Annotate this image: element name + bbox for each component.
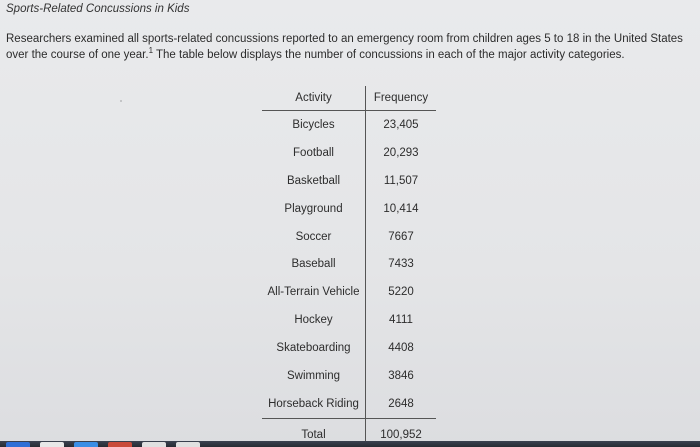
table-row bbox=[262, 362, 436, 390]
frequency-cell: 3846 bbox=[366, 362, 437, 390]
app-icon-2[interactable] bbox=[40, 442, 64, 447]
frequency-cell: 7433 bbox=[366, 250, 437, 278]
app-icon-6[interactable] bbox=[176, 442, 200, 447]
frequency-cell: 4111 bbox=[366, 306, 437, 334]
table-row bbox=[262, 167, 436, 195]
frequency-cell: 23,405 bbox=[366, 111, 437, 139]
activity-cell: Hockey bbox=[294, 314, 333, 327]
app-icon-4[interactable] bbox=[108, 442, 132, 447]
frequency-cell: 11,507 bbox=[366, 167, 437, 195]
frequency-cell: 7667 bbox=[366, 223, 437, 251]
app-icon-5[interactable] bbox=[142, 442, 166, 447]
table-row bbox=[262, 334, 436, 362]
table-row bbox=[262, 139, 436, 167]
activity-cell: Horseback Riding bbox=[268, 397, 359, 410]
activity-cell: Soccer bbox=[295, 230, 332, 243]
frequency-cell: 20,293 bbox=[366, 139, 437, 167]
table-row bbox=[262, 223, 436, 251]
intro-paragraph bbox=[6, 31, 696, 63]
table-row bbox=[262, 195, 436, 223]
page-title: Sports-Related Concussions in Kids bbox=[6, 3, 190, 15]
concussion-frequency-table bbox=[262, 86, 436, 441]
table-header-row bbox=[262, 86, 436, 111]
frequency-cell: 10,414 bbox=[366, 195, 437, 223]
app-icon-1[interactable] bbox=[6, 442, 30, 447]
intro-text: Researchers examined all sports-related concussions reported to an emergency room from children ages 5 to 18 in the United States over the course of one year. bbox=[6, 33, 683, 61]
activity-cell: Football bbox=[293, 146, 334, 159]
activity-cell: Bicycles bbox=[292, 118, 335, 131]
table-row bbox=[262, 306, 436, 334]
activity-cell: All-Terrain Vehicle bbox=[267, 286, 360, 299]
activity-cell: Playground bbox=[284, 202, 343, 215]
activity-cell: Baseball bbox=[291, 258, 336, 271]
activity-cell: Skateboarding bbox=[276, 342, 351, 355]
header-activity: Activity bbox=[262, 86, 366, 111]
header-frequency: Frequency bbox=[366, 86, 437, 111]
activity-cell: Swimming bbox=[286, 369, 341, 382]
total-label: Total bbox=[262, 418, 366, 441]
table-row bbox=[262, 250, 436, 278]
total-row bbox=[262, 418, 436, 441]
frequency-cell: 4408 bbox=[366, 334, 437, 362]
table-row bbox=[262, 111, 436, 139]
stray-dot bbox=[120, 100, 122, 102]
activity-cell: Basketball bbox=[286, 174, 341, 187]
frequency-cell: 5220 bbox=[366, 278, 437, 306]
table-row bbox=[262, 278, 436, 306]
app-icon-3[interactable] bbox=[74, 442, 98, 447]
intro-text-continued: The table below displays the number of concussions in each of the major activity categories. bbox=[153, 49, 625, 61]
taskbar bbox=[0, 441, 700, 447]
footnote-marker: 1 bbox=[148, 46, 154, 56]
frequency-cell: 2648 bbox=[366, 390, 437, 418]
table-row bbox=[262, 390, 436, 418]
total-value: 100,952 bbox=[366, 418, 437, 441]
